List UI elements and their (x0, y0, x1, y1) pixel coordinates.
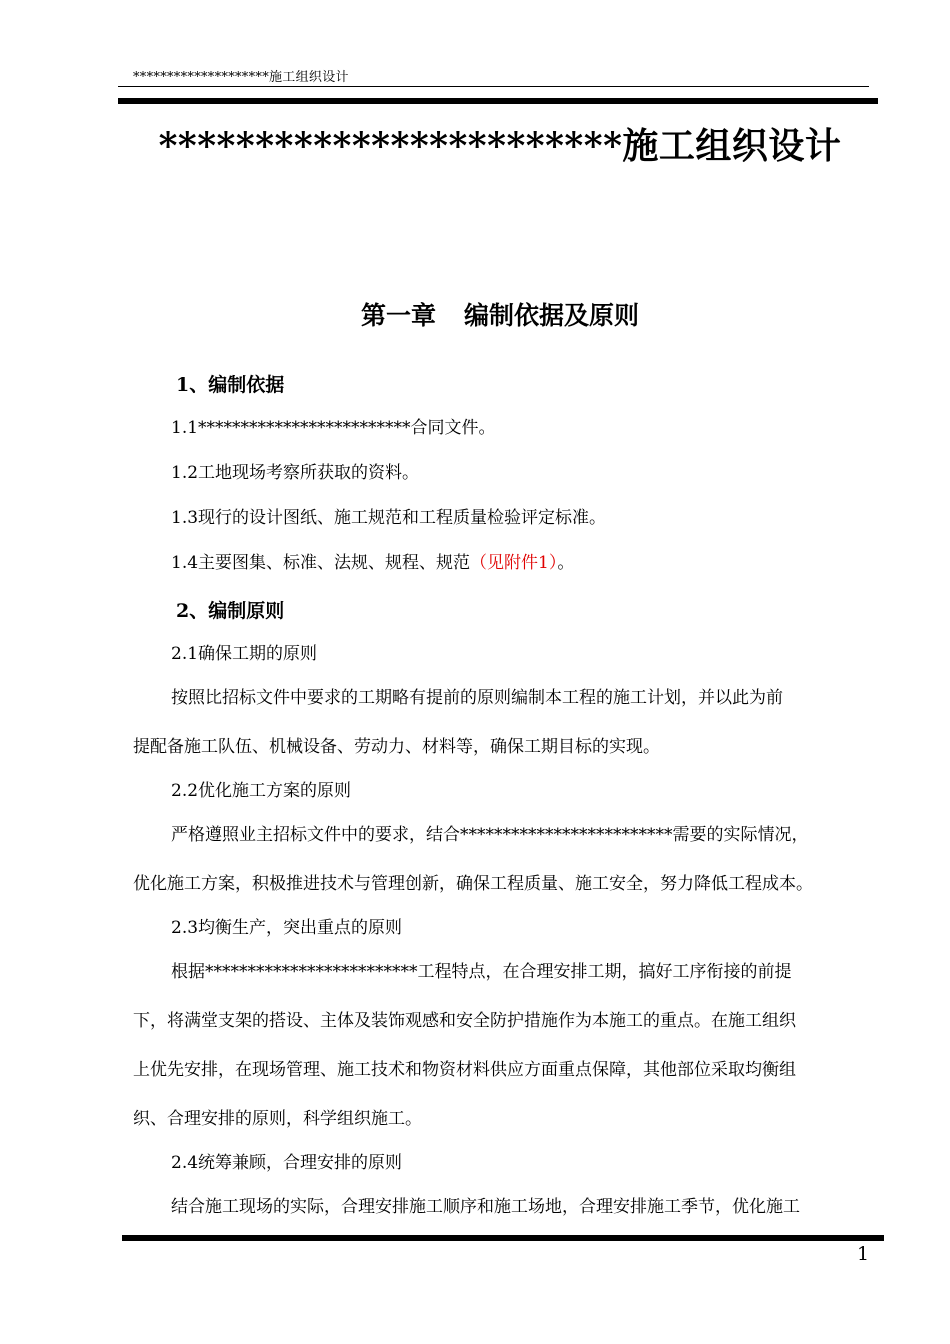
header-thin-rule (118, 86, 869, 87)
footer-rule (122, 1235, 884, 1241)
principle-2-1-title: 2.1确保工期的原则 (171, 644, 318, 664)
principle-2-4-title: 2.4统筹兼顾，合理安排的原则 (171, 1153, 403, 1173)
basis-item-4-end: 。 (557, 553, 575, 573)
principle-2-4-line: 结合施工现场的实际，合理安排施工顺序和施工场地，合理安排施工季节，优化施工 (171, 1197, 800, 1217)
principle-2-3-title: 2.3均衡生产，突出重点的原则 (171, 918, 403, 938)
principle-2-2-line: 优化施工方案，积极推进技术与管理创新，确保工程质量、施工安全，努力降低工程成本。 (133, 874, 813, 894)
principle-2-3-line: 根据*************************工程特点，在合理安排工期，搞好工序衔接的前提 (171, 962, 792, 982)
page-number: 1 (857, 1243, 870, 1265)
principle-2-3-line: 织、合理安排的原则，科学组织施工。 (133, 1109, 422, 1129)
principle-2-2-title: 2.2优化施工方案的原则 (171, 781, 352, 801)
chapter-title (0, 296, 950, 332)
basis-item-2: 1.2工地现场考察所获取的资料。 (171, 463, 420, 483)
basis-item-1: 1.1*************************合同文件。 (171, 418, 496, 438)
basis-item-4 (171, 555, 574, 572)
basis-item-3: 1.3现行的设计图纸、施工规范和工程质量检验评定标准。 (171, 508, 607, 528)
principle-2-2-line: 严格遵照业主招标文件中的要求，结合*************************需要的实际情况， (171, 825, 809, 845)
basis-item-4-text: 1.4主要图集、标准、法规、规程、规范 (171, 553, 471, 573)
section-heading-basis: 1、编制依据 (176, 374, 285, 396)
principle-2-3-line: 下，将满堂支架的搭设、主体及装饰观感和安全防护措施作为本施工的重点。在施工组织 (133, 1011, 796, 1031)
section-heading-principles: 2、编制原则 (176, 600, 285, 622)
chapter-name: 编制依据及原则 (464, 301, 640, 330)
chapter-number: 第一章 (360, 301, 436, 330)
document-title: ************************施工组织设计 (158, 125, 842, 167)
header-thick-rule (118, 98, 878, 104)
principle-2-3-line: 上优先安排，在现场管理、施工技术和物资材料供应方面重点保障，其他部位采取均衡组 (133, 1060, 796, 1080)
running-header: ********************施工组织设计 (133, 70, 349, 85)
appendix-reference: （见附件1） (470, 553, 558, 573)
principle-2-1-line: 提配备施工队伍、机械设备、劳动力、材料等，确保工期目标的实现。 (133, 737, 660, 757)
principle-2-1-line: 按照比招标文件中要求的工期略有提前的原则编制本工程的施工计划，并以此为前 (171, 688, 783, 708)
